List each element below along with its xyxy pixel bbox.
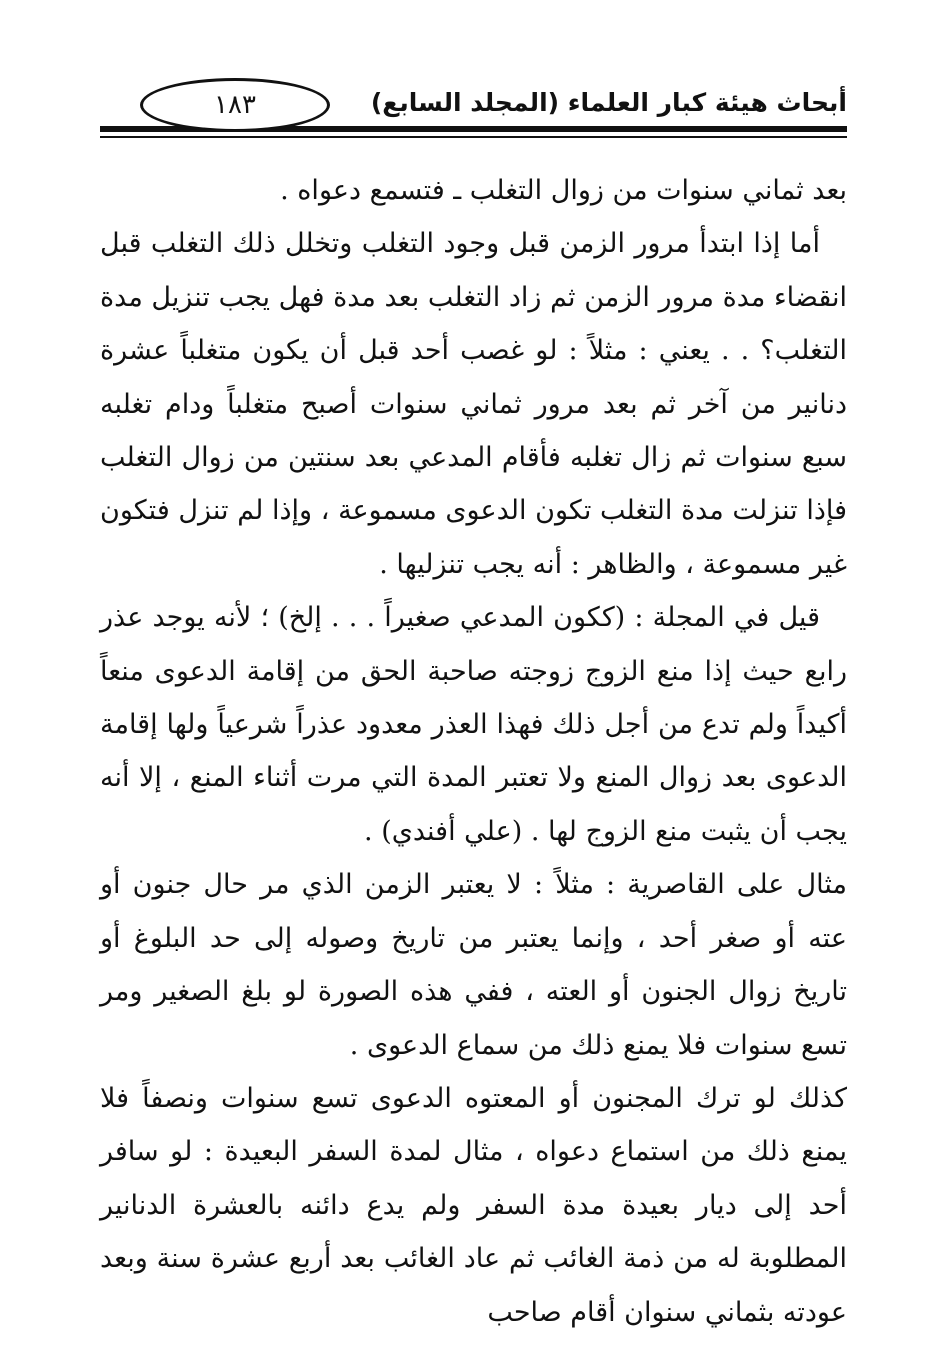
body-text [100,164,847,1339]
paragraph-continuation: بعد ثماني سنوات من زوال التغلب ـ فتسمع دعواه . [280,175,847,206]
page-number: ١٨٣ [214,90,256,120]
paragraph: مثال على القاصرية : مثلاً : لا يعتبر الزمن الذي مر حال جنون أو عته أو صغر أحد ، وإنما يعتبر من تاريخ وصوله إلى حد البلوغ أو تاريخ زوال الجنون أو العته ، ففي هذه الصورة لو بلغ الصغير ومر تسع سنوات فلا يمنع ذلك من سماع الدعوى . [100,869,847,1061]
paragraph: أما إذا ابتدأ مرور الزمن قبل وجود التغلب وتخلل ذلك التغلب قبل انقضاء مدة مرور الزمن ثم زاد التغلب بعد مدة فهل يجب تنزيل مدة التغلب؟ . . يعني : مثلاً : لو غصب أحد قبل أن يكون متغلباً عشرة دنانير من آخر ثم بعد مرور ثماني سنوات أصبح متغلباً ودام تغلبه سبع سنوات ثم زال تغلبه فأقام المدعي بعد سنتين من زوال التغلب فإذا تنزلت مدة التغلب تكون الدعوى مسموعة ، وإذا لم تنزل فتكون غير مسموعة ، والظاهر : أنه يجب تنزليها . [100,228,847,580]
running-title: أبحاث هيئة كبار العلماء (المجلد السابع) [370,88,847,117]
paragraph: كذلك لو ترك المجنون أو المعتوه الدعوى تسع سنوات ونصفاً فلا يمنع ذلك من استماع دعواه ، مثال لمدة السفر البعيدة : لو سافر أحد إلى ديار بعيدة مدة السفر ولم يدع دائنه بالعشرة الدنانير المطلوبة له من ذمة الغائب ثم عاد الغائب بعد أربع عشرة سنة وبعد عودته بثماني سنوان أقام صاحب [100,1082,847,1328]
header-rule-thin [100,136,847,138]
page-number-oval [140,78,330,132]
paragraph: قيل في المجلة : (ككون المدعي صغيراً . . . إلخ) ؛ لأنه يوجد عذر رابع حيث إذا منع الزوج زوجته صاحبة الحق من إقامة الدعوى منعاً أكيداً ولم تدع من أجل ذلك فهذا العذر معدود عذراً شرعياً ولها إقامة الدعوى بعد زوال المنع ولا تعتبر المدة التي مرت أثناء المنع ، إلا أنه يجب أن يثبت منع الزوج لها . (علي أفندي) . [100,602,847,847]
